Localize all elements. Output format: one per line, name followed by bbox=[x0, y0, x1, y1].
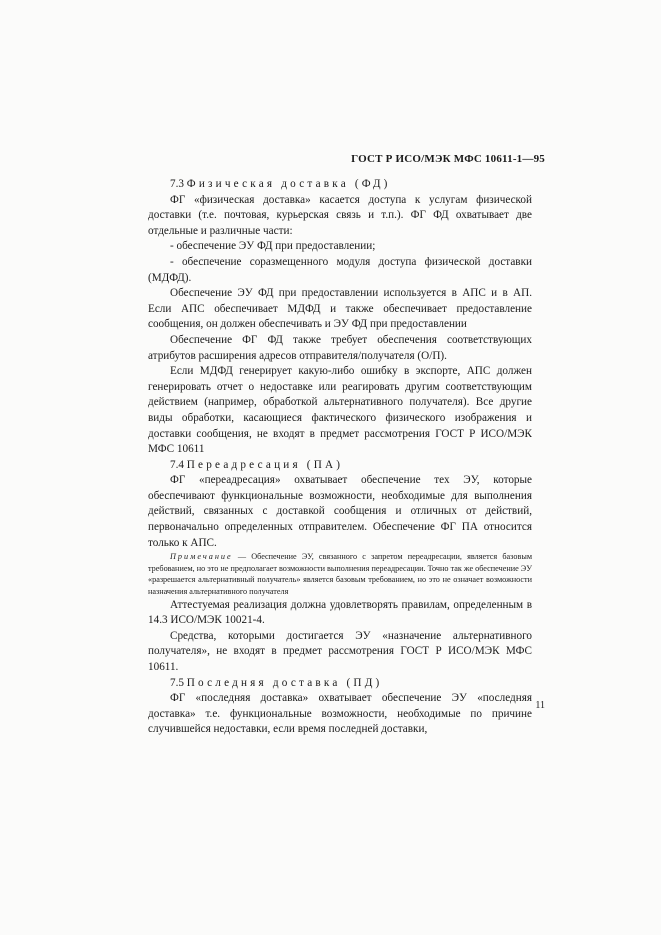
paragraph: Обеспечение ФГ ФД также требует обеспечения соответствующих атрибутов расширения адресов отправителя/получателя (О/П). bbox=[148, 333, 532, 362]
page-body bbox=[148, 177, 532, 738]
section-heading-7-5 bbox=[148, 676, 532, 692]
list-item: - обеспечение соразмещенного модуля доступа физической доставки (МДФД). bbox=[148, 255, 532, 284]
paragraph: ФГ «физическая доставка» касается доступа к услугам физической доставки (т.е. почтовая, курьерская связь и т.п.). ФГ ФД охватывает две отдельные и различные части: bbox=[148, 193, 532, 237]
paragraph: ФГ «переадресация» охватывает обеспечение тех ЭУ, которые обеспечивают функциональные возможности, необходимые для выполнения действий, связанных с доставкой сообщения и отличных от действий, первоначально определенных отправителем. Обеспечение ФГ ПА относится только к АПС. bbox=[148, 474, 532, 549]
paragraph: Обеспечение ЭУ ФД при предоставлении используется в АПС и в АП. Если АПС обеспечивает МДФД и также обеспечивает предоставление сообщения, он должен обеспечивать и ЭУ ФД при предоставлении bbox=[148, 287, 532, 331]
section-heading-7-4 bbox=[148, 458, 532, 474]
paragraph: Аттестуемая реализация должна удовлетворять правилам, определенным в 14.3 ИСО/МЭК 10021-4. bbox=[148, 598, 532, 627]
section-title: Переадресация (ПА) bbox=[186, 458, 344, 471]
section-number: 7.3 bbox=[170, 178, 184, 190]
paragraph: ФГ «последняя доставка» охватывает обеспечение ЭУ «последняя доставка» т.е. функциональные возможности, необходимые по причине случившейся недоставки, если время последней доставки, bbox=[148, 692, 532, 736]
running-header: ГОСТ Р ИСО/МЭК МФС 10611-1—95 bbox=[351, 153, 545, 165]
note-text: — Обеспечение ЭУ, связанного с запретом переадресации, является базовым требованием, но это не предполагает возможности выполнения переадресации. Точно так же обеспечение ЭУ «разрешается альтернативный получатель» является базовым требованием, но это не означает возможности назначения альтернативного получателя bbox=[148, 552, 532, 597]
section-number: 7.4 bbox=[170, 458, 184, 471]
section-title: Последняя доставка (ПД) bbox=[186, 676, 383, 689]
section-title: Физическая доставка (ФД) bbox=[186, 178, 391, 190]
page-number: 11 bbox=[535, 700, 545, 711]
paragraph: Если МДФД генерирует какую-либо ошибку в экспорте, АПС должен генерировать отчет о недоставке или реагировать другим соответствующим действием (например, обработкой альтернативного получателя). Все другие виды обработки, касающиеся фактического физического изображения и доставки сообщения, не входят в предмет рассмотрения ГОСТ Р ИСО/МЭК МФС 10611 bbox=[148, 365, 532, 456]
section-heading-7-3 bbox=[148, 177, 532, 193]
section-number: 7.5 bbox=[170, 676, 184, 689]
note bbox=[148, 551, 532, 597]
paragraph: Средства, которыми достигается ЭУ «назначение альтернативного получателя», не входят в предмет рассмотрения ГОСТ Р ИСО/МЭК МФС 10611. bbox=[148, 629, 532, 673]
note-label: Примечание bbox=[170, 552, 233, 562]
list-item: - обеспечение ЭУ ФД при предоставлении; bbox=[170, 240, 376, 253]
